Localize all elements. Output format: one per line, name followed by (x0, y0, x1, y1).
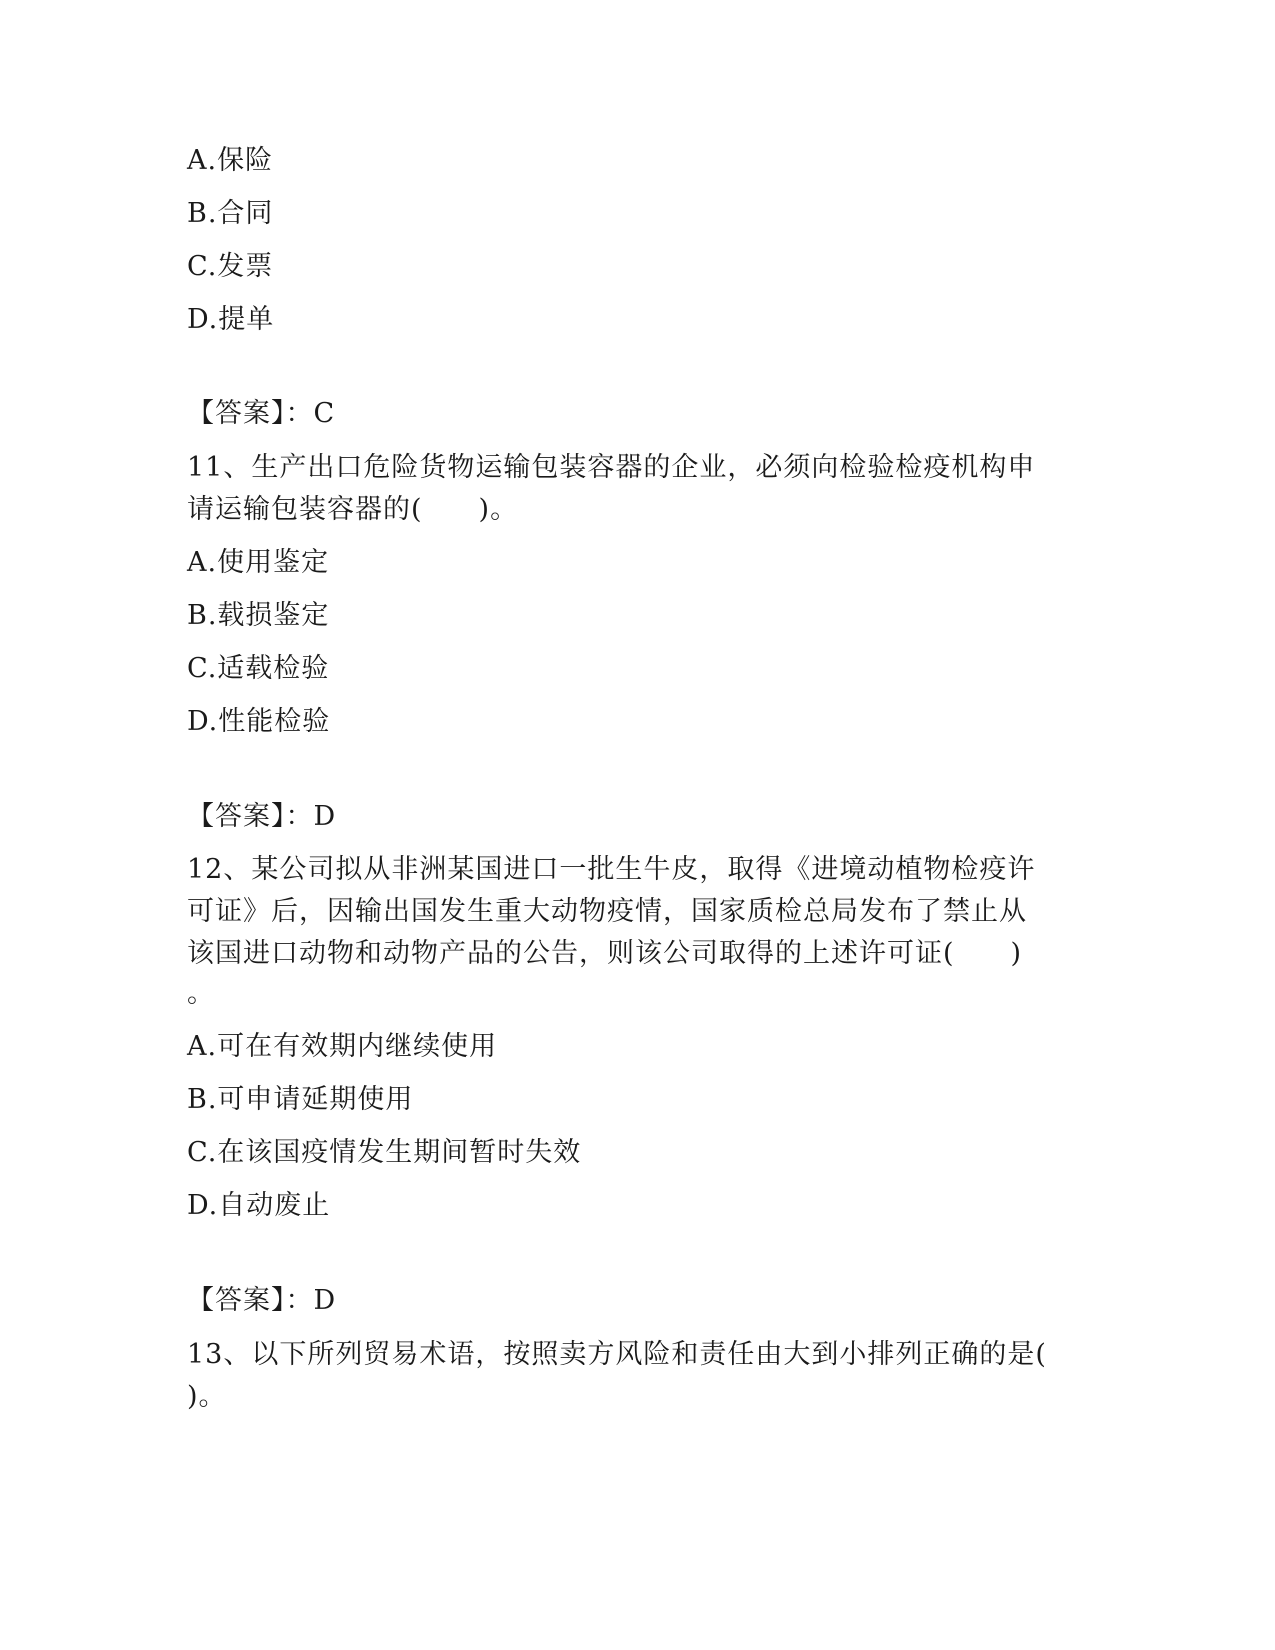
q10-option-d: D.提单 (187, 304, 275, 335)
q12-option-c: C.在该国疫情发生期间暂时失效 (187, 1137, 582, 1168)
q12-answer: 【答案】：D (187, 1285, 337, 1316)
q10-option-b: B.合同 (187, 198, 274, 229)
q13-stem-line-1: 13、以下所列贸易术语，按照卖方风险和责任由大到小排列正确的是( (187, 1339, 1047, 1370)
q10-option-a: A.保险 (187, 145, 274, 176)
q12-stem-line-2: 可证》后，因输出国发生重大动物疫情，国家质检总局发布了禁止从 (187, 896, 1027, 927)
q11-option-b: B.载损鉴定 (187, 600, 330, 631)
q11-option-d: D.性能检验 (187, 706, 331, 737)
q10-answer: 【答案】：C (187, 398, 336, 429)
q12-stem-line-1: 12、某公司拟从非洲某国进口一批生牛皮，取得《进境动植物检疫许 (187, 854, 1036, 885)
q10-option-c: C.发票 (187, 251, 274, 282)
q12-option-b: B.可申请延期使用 (187, 1084, 414, 1115)
q13-stem-line-2: )。 (187, 1381, 227, 1412)
q12-option-d: D.自动废止 (187, 1190, 331, 1221)
q11-answer: 【答案】：D (187, 801, 337, 832)
q12-option-a: A.可在有效期内继续使用 (187, 1031, 498, 1062)
q11-stem-line-2: 请运输包装容器的( )。 (187, 494, 519, 525)
q11-option-a: A.使用鉴定 (187, 547, 330, 578)
q12-stem-line-3: 该国进口动物和动物产品的公告，则该公司取得的上述许可证( ) (187, 938, 1023, 969)
q11-stem-line-1: 11、生产出口危险货物运输包装容器的企业，必须向检验检疫机构申 (187, 452, 1036, 483)
q11-option-c: C.适载检验 (187, 653, 330, 684)
q12-stem-line-4: 。 (187, 978, 215, 1009)
